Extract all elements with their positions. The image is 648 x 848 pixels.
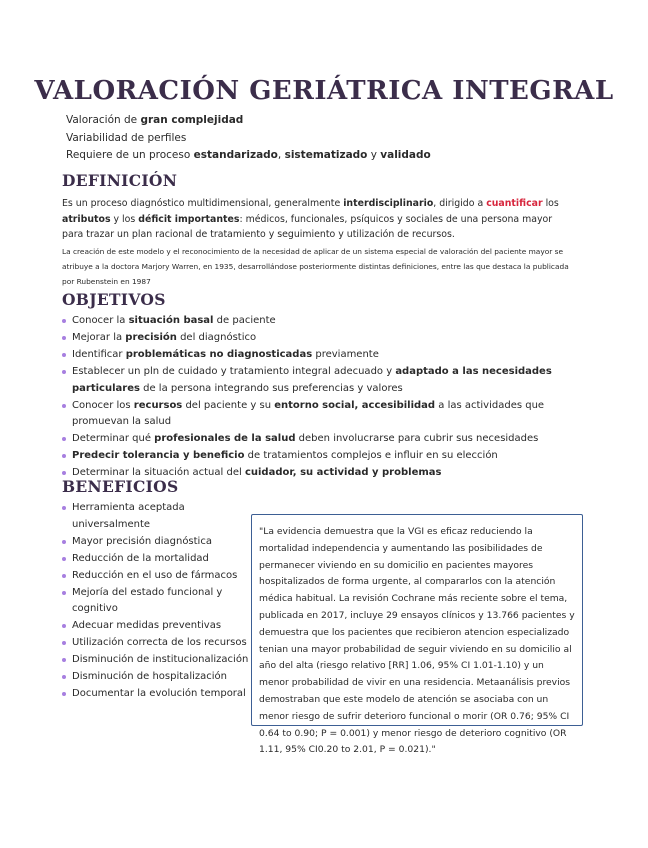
objetivos-list: [62, 313, 562, 482]
heading-beneficios: [58, 477, 182, 496]
list-item: [62, 398, 562, 432]
list-item: Documentar la evolución temporal: [62, 686, 252, 703]
list-item: Reducción en el uso de fármacos: [62, 568, 252, 585]
list-item: Herramienta aceptada universalmente: [62, 500, 252, 534]
item-text: Determinar qué: [72, 433, 155, 445]
item-bold: entorno social, accesibilidad: [274, 399, 436, 411]
intro-bold: estandarizado: [193, 149, 278, 161]
evidence-quote-box: "La evidencia demuestra que la VGI es eficaz reduciendo la mortalidad independencia y aumentando las posibilidades de permanecer viviendo en su domicilio en pacientes mayores hospitalizados de forma urgente, al compararlos con la atención médica habitual. La revisión Cochrane más reciente sobre el tema, publicada en 2017, incluye 29 ensayos clínicos y 13.766 pacientes y demuestra que los pacientes que recibieron atencion especializado tenian una mayor probabilidad de seguir viviendo en su domicilio al año del alta (riesgo relativo [RR] 1.06, 95% CI 1.01-1.10) y un menor probabilidad de vivir en una residencia. Metaanálisis previos demostraban que este modelo de atención se asociaba con un menor riesgo de sufrir deterioro funcional o morir (OR 0.76; 95% CI 0.64 to 0.90; P = 0.001) y menor riesgo de deterioro cognitivo (OR 1.11, 95% CI0.20 to 2.01, P = 0.021).": [251, 514, 583, 726]
item-text: del paciente y su: [182, 399, 275, 411]
heading-text: BENEFICIOS: [58, 477, 182, 496]
list-item: Utilización correcta de los recursos: [62, 635, 252, 652]
list-item: [62, 364, 562, 398]
list-item: Adecuar medidas preventivas: [62, 618, 252, 635]
item-bold: problemáticas no diagnosticadas: [125, 348, 313, 360]
intro-line-1: [66, 112, 431, 130]
item-text: de paciente: [213, 315, 276, 326]
heading-text: OBJETIVOS: [58, 290, 170, 309]
def-text: , dirigido a: [433, 198, 487, 209]
intro-line-3: [66, 147, 431, 165]
list-item: Disminución de institucionalización: [62, 652, 252, 669]
item-text: Establecer un pln de cuidado y tratamiento integral adecuado y: [72, 365, 396, 377]
item-text: Conocer la: [72, 315, 129, 326]
intro-line-2: [66, 130, 431, 148]
list-item: Mejoría del estado funcional y cognitivo: [62, 585, 252, 619]
item-bold: recursos: [133, 399, 183, 411]
def-bold: interdisciplinario: [343, 198, 434, 209]
item-bold: precisión: [125, 331, 177, 343]
item-bold: Predecir tolerancia y beneficio: [72, 450, 245, 462]
list-item: Reducción de la mortalidad: [62, 551, 252, 568]
intro-text: Requiere de un proceso: [66, 149, 194, 161]
list-item: [62, 448, 562, 465]
intro-text: Variabilidad de perfiles: [66, 131, 187, 144]
item-text: previamente: [312, 348, 379, 360]
heading-objetivos: [58, 290, 170, 309]
intro-block: [66, 112, 431, 165]
intro-text: ,: [277, 149, 285, 161]
item-text: Determinar la situación actual del: [72, 467, 245, 479]
def-text: Es un proceso diagnóstico multidimensional, generalmente: [62, 198, 344, 209]
item-bold: adaptado a las necesidades particulares: [72, 365, 552, 394]
intro-text: Valoración de: [66, 114, 141, 126]
definicion-history: La creación de este modelo y el reconocimiento de la necesidad de aplicar de un sistema especial de valoración del paciente mayor se atribuye a la doctora Marjory Warren, en 1935, desarrollándose posteriormente distintas definiciones, entre las que destaca la publicada por Rubenstein en 1987: [62, 247, 569, 286]
intro-bold: validado: [380, 149, 431, 161]
item-text: de tratamientos complejos e influir en su elección: [244, 450, 498, 462]
item-bold: situación basal: [128, 315, 214, 326]
def-bold: atributos: [62, 213, 111, 225]
intro-bold: sistematizado: [284, 149, 368, 161]
def-text: : médicos, funcionales, psíquicos y sociales de una persona mayor para trazar un plan racional de tratamiento y seguimiento y utilización de recursos.: [62, 213, 553, 240]
title-wrap: [0, 74, 648, 108]
def-bold: déficit importantes: [138, 213, 240, 225]
item-bold: cuidador, su actividad y problemas: [244, 467, 442, 479]
list-item: [62, 313, 562, 330]
beneficios-list: [62, 500, 252, 703]
heading-definicion: [58, 171, 181, 190]
item-text: a las actividades que promuevan la salud: [72, 399, 545, 428]
item-text: Mejorar la: [72, 331, 126, 343]
definicion-paragraph: [62, 196, 562, 243]
item-text: de la persona integrando sus preferencias y valores: [139, 382, 403, 394]
list-item: [62, 347, 562, 364]
list-item: [62, 330, 562, 347]
heading-text: DEFINICIÓN: [58, 171, 181, 190]
def-red: cuantificar: [486, 198, 543, 209]
item-text: del diagnóstico: [176, 331, 257, 343]
list-item: Mayor precisión diagnóstica: [62, 534, 252, 551]
list-item: Disminución de hospitalización: [62, 669, 252, 686]
item-text: Identificar: [72, 348, 126, 360]
intro-bold: gran complejidad: [140, 114, 244, 126]
page-title: VALORACIÓN GERIÁTRICA INTEGRAL: [28, 74, 619, 108]
item-text: deben involucrarse para cubrir sus necesidades: [295, 433, 539, 445]
def-text: y los: [110, 213, 139, 225]
def-text: los: [542, 198, 559, 209]
item-bold: profesionales de la salud: [154, 433, 296, 445]
intro-text: y: [367, 149, 381, 161]
item-text: Conocer los: [72, 399, 134, 411]
list-item: [62, 431, 562, 448]
